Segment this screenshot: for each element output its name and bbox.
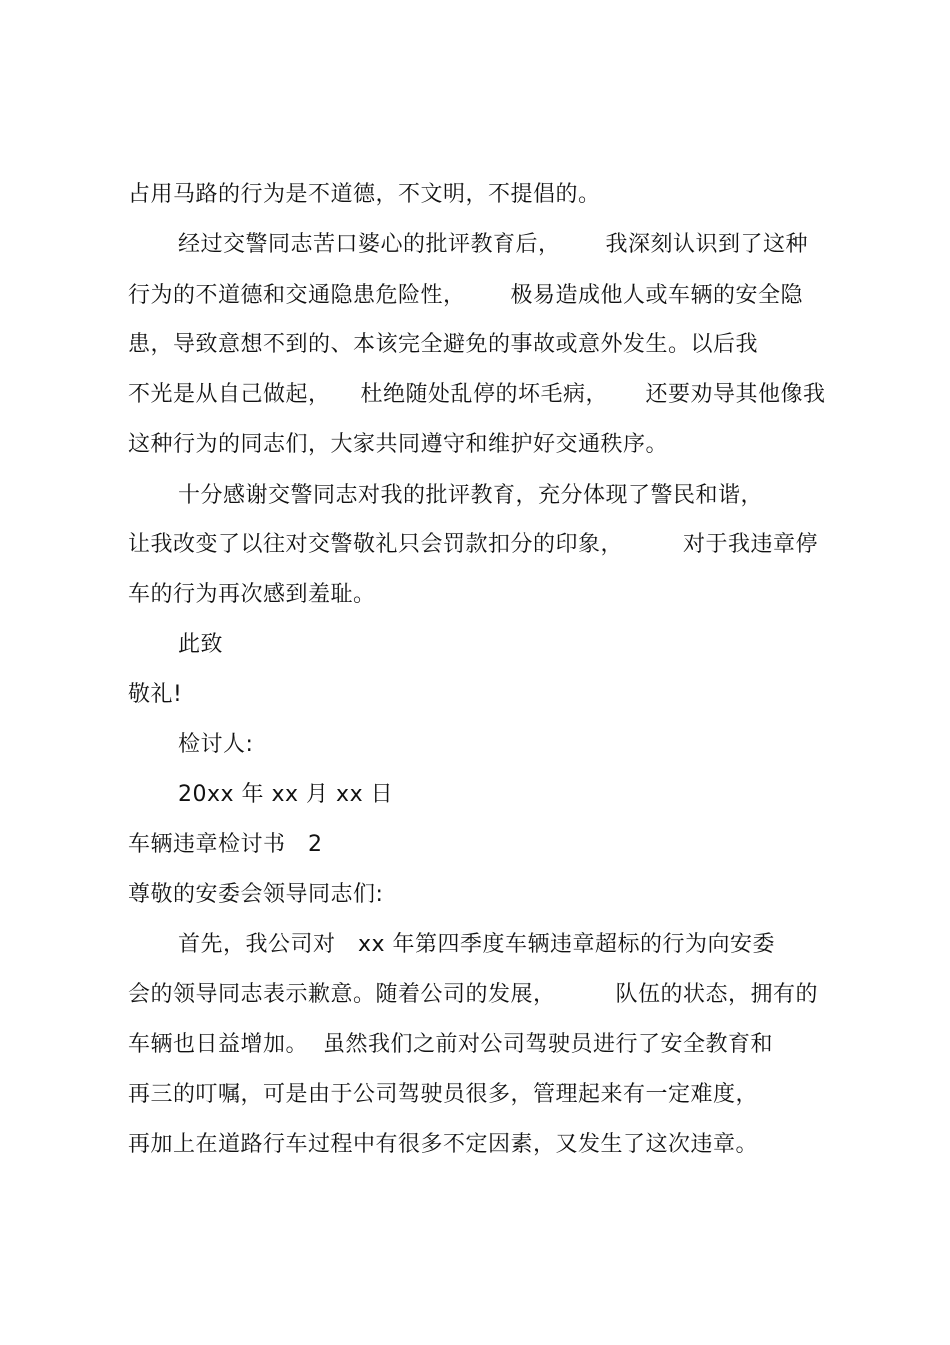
text-line: 再三的叮嘱，可是由于公司驾驶员很多，管理起来有一定难度， <box>128 1082 759 1107</box>
text-line: 占用马路的行为是不道德，不文明，不提倡的。 <box>128 182 601 207</box>
text-line: 不光是从自己做起， 杜绝随处乱停的坏毛病， 还要劝导其他像我 <box>128 382 826 407</box>
greeting-line: 尊敬的安委会领导同志们: <box>128 882 384 907</box>
text-line: 这种行为的同志们，大家共同遵守和维护好交通秩序。 <box>128 432 669 457</box>
text-line: 会的领导同志表示歉意。随着公司的发展， 队伍的状态，拥有的 <box>128 982 818 1007</box>
closing-salutation: 此致 <box>178 632 224 657</box>
text-line: 车辆也日益增加。 虽然我们之前对公司驾驶员进行了安全教育和 <box>128 1032 773 1057</box>
paragraph-start-line: 十分感谢交警同志对我的批评教育，充分体现了警民和谐， <box>178 483 764 508</box>
signature-label: 检讨人: <box>178 732 254 757</box>
text-line: 车的行为再次感到羞耻。 <box>128 582 376 607</box>
text-line: 再加上在道路行车过程中有很多不定因素，又发生了这次违章。 <box>128 1132 759 1157</box>
text-line: 患，导致意想不到的、本该完全避免的事故或意外发生。以后我 <box>128 332 759 357</box>
text-line: 让我改变了以往对交警敬礼只会罚款扣分的印象， 对于我违章停 <box>128 532 818 557</box>
paragraph-start-line: 首先，我公司对 xx 年第四季度车辆违章超标的行为向安委 <box>178 932 776 957</box>
date-line: 20xx 年 xx 月 xx 日 <box>178 782 394 807</box>
section-title: 车辆违章检讨书 2 <box>128 832 323 857</box>
text-line: 行为的不道德和交通隐患危险性， 极易造成他人或车辆的安全隐 <box>128 283 803 308</box>
closing-respect: 敬礼! <box>128 682 183 707</box>
paragraph-start-line: 经过交警同志苦口婆心的批评教育后， 我深刻认识到了这种 <box>178 232 808 257</box>
